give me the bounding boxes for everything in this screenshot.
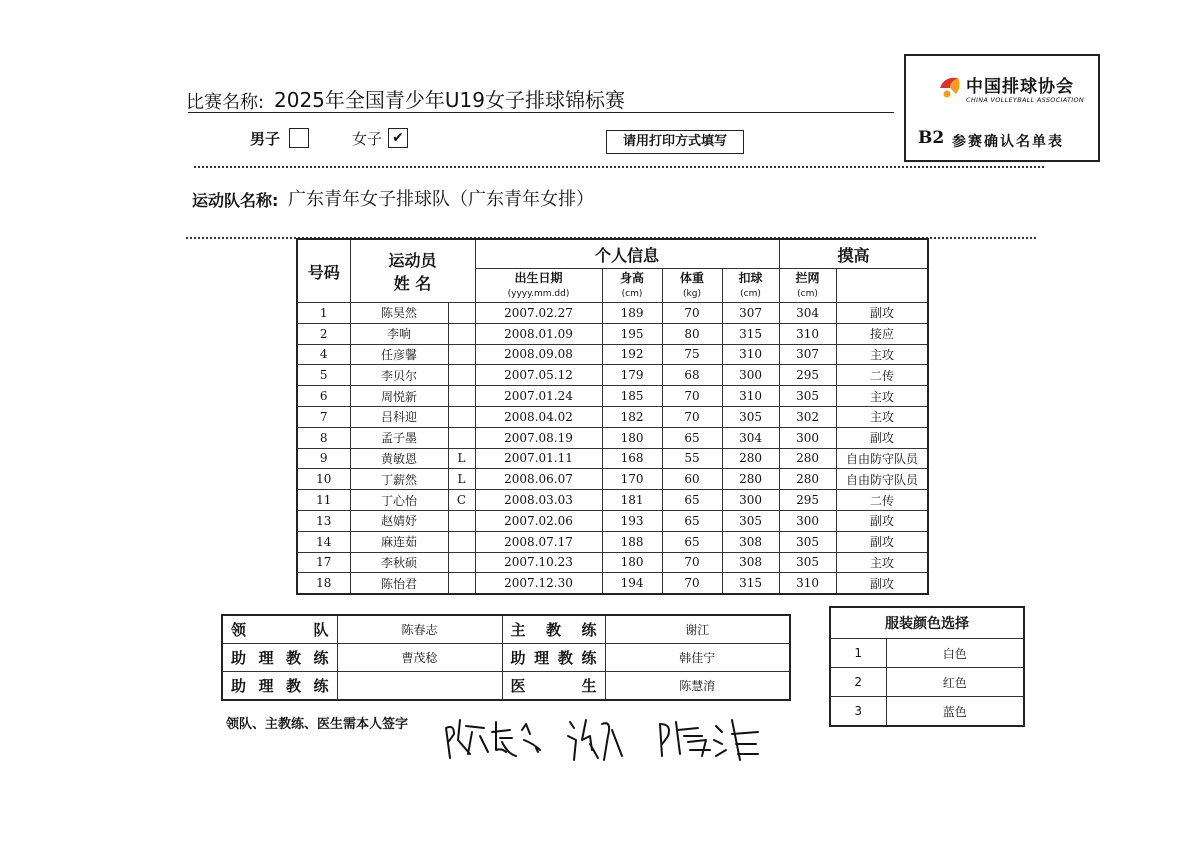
- cell-spike: 304: [722, 427, 779, 448]
- cell-name: 黄敏恩: [350, 448, 448, 469]
- cell-position: 副攻: [836, 427, 928, 448]
- cell-name: 赵婧妤: [350, 510, 448, 531]
- uniform-color-row: [830, 639, 1024, 668]
- cell-block: 300: [779, 510, 836, 531]
- cell-block: 305: [779, 552, 836, 573]
- cell-number: 5: [297, 365, 350, 386]
- cell-name: 李秋硕: [350, 552, 448, 573]
- cell-height: 193: [602, 510, 662, 531]
- cell-number: 4: [297, 344, 350, 365]
- male-option: [250, 128, 280, 149]
- cell-position: 自由防守队员: [836, 469, 928, 490]
- male-checkbox[interactable]: [289, 128, 309, 148]
- header-height-label: 身高: [620, 270, 645, 285]
- cell-block: 307: [779, 344, 836, 365]
- association-name-cn: 中国排球协会: [966, 77, 1074, 97]
- male-label: 男子: [250, 130, 281, 148]
- table-row: [297, 406, 928, 427]
- cell-weight: 70: [662, 573, 722, 594]
- header-height-unit: (cm): [621, 288, 643, 299]
- cell-birth: 2008.06.07: [475, 469, 602, 490]
- cell-height: 168: [602, 448, 662, 469]
- cell-name: 李贝尔: [350, 365, 448, 386]
- header-spike-unit: (cm): [740, 288, 761, 299]
- cell-weight: 60: [662, 469, 722, 490]
- color-number: 1: [830, 639, 886, 668]
- cell-birth: 2008.03.03: [475, 490, 602, 511]
- header-spike: [722, 269, 779, 303]
- handwritten-signatures: [440, 710, 770, 770]
- cell-number: 13: [297, 510, 350, 531]
- cell-position: 副攻: [836, 573, 928, 594]
- association-name-en: CHINA VOLLEYBALL ASSOCIATION: [966, 96, 1085, 104]
- cell-block: 300: [779, 427, 836, 448]
- cell-weight: 70: [662, 303, 722, 324]
- staff-name: 谢江: [605, 615, 790, 644]
- cell-weight: 68: [662, 365, 722, 386]
- cell-position: 主攻: [836, 552, 928, 573]
- roster-table: [296, 238, 929, 595]
- cell-flag: [448, 552, 475, 573]
- cell-block: 302: [779, 406, 836, 427]
- cell-height: 185: [602, 386, 662, 407]
- cell-birth: 2007.05.12: [475, 365, 602, 386]
- staff-name: [337, 672, 502, 701]
- staff-row: [222, 644, 790, 672]
- color-name: 蓝色: [886, 697, 1024, 727]
- cell-birth: 2008.01.09: [475, 323, 602, 344]
- cell-name: 吕科迎: [350, 406, 448, 427]
- staff-name: 陈春志: [337, 615, 502, 644]
- team-name: 广东青年女子排球队（广东青年女排）: [288, 189, 594, 210]
- cell-height: 180: [602, 552, 662, 573]
- header-height: [602, 269, 662, 303]
- cell-weight: 65: [662, 490, 722, 511]
- staff-role: 助理教练: [222, 644, 337, 672]
- cell-flag: [448, 323, 475, 344]
- cell-name: 麻连茹: [350, 531, 448, 552]
- staff-role: 助理教练: [222, 672, 337, 701]
- female-label: 女子: [352, 130, 383, 148]
- cell-name: 陈怡君: [350, 573, 448, 594]
- table-row: [297, 490, 928, 511]
- cell-flag: [448, 365, 475, 386]
- staff-role: 主教练: [502, 615, 605, 644]
- cell-spike: 310: [722, 344, 779, 365]
- header-weight-label: 体重: [680, 270, 705, 285]
- cell-flag: L: [448, 448, 475, 469]
- cell-number: 1: [297, 303, 350, 324]
- cell-height: 180: [602, 427, 662, 448]
- color-number: 2: [830, 668, 886, 697]
- header-spike-label: 扣球: [738, 270, 763, 285]
- cell-flag: L: [448, 469, 475, 490]
- cell-name: 丁心怡: [350, 490, 448, 511]
- cell-block: 310: [779, 323, 836, 344]
- cell-name: 丁薪然: [350, 469, 448, 490]
- cell-number: 14: [297, 531, 350, 552]
- header-weight-unit: (kg): [683, 288, 701, 299]
- cell-weight: 75: [662, 344, 722, 365]
- header-personal-info: 个人信息: [475, 239, 779, 269]
- cell-name: 任彦馨: [350, 344, 448, 365]
- female-checkbox[interactable]: ✔: [388, 128, 408, 148]
- form-code: B2: [918, 128, 945, 148]
- uniform-color-title: 服装颜色选择: [830, 607, 1024, 639]
- female-option: [352, 128, 382, 149]
- cell-weight: 70: [662, 552, 722, 573]
- cell-flag: [448, 573, 475, 594]
- cell-height: 188: [602, 531, 662, 552]
- cell-birth: 2007.02.27: [475, 303, 602, 324]
- cell-block: 295: [779, 365, 836, 386]
- cell-block: 280: [779, 448, 836, 469]
- cell-flag: C: [448, 490, 475, 511]
- header-weight: [662, 269, 722, 303]
- cell-spike: 308: [722, 531, 779, 552]
- volleyball-association-emblem-icon: [938, 74, 964, 100]
- cell-number: 18: [297, 573, 350, 594]
- cell-flag: [448, 531, 475, 552]
- staff-row: [222, 615, 790, 644]
- cell-number: 9: [297, 448, 350, 469]
- table-row: [297, 531, 928, 552]
- cell-name: 李响: [350, 323, 448, 344]
- cell-position: 副攻: [836, 303, 928, 324]
- cell-block: 304: [779, 303, 836, 324]
- staff-name: 韩佳宁: [605, 644, 790, 672]
- cell-spike: 280: [722, 448, 779, 469]
- table-row: [297, 303, 928, 324]
- competition-name: 2025年全国青少年U19女子排球锦标赛: [274, 88, 625, 112]
- table-row: [297, 365, 928, 386]
- print-instruction: 请用打印方式填写: [606, 130, 744, 154]
- cell-height: 170: [602, 469, 662, 490]
- header-number: 号码: [297, 239, 350, 303]
- cell-spike: 310: [722, 386, 779, 407]
- cell-height: 194: [602, 573, 662, 594]
- cell-position: 副攻: [836, 531, 928, 552]
- cell-block: 305: [779, 531, 836, 552]
- cell-flag: [448, 344, 475, 365]
- cell-number: 11: [297, 490, 350, 511]
- table-row: [297, 469, 928, 490]
- cell-number: 8: [297, 427, 350, 448]
- cell-position: 副攻: [836, 510, 928, 531]
- cell-spike: 305: [722, 510, 779, 531]
- cell-spike: 305: [722, 406, 779, 427]
- cell-number: 10: [297, 469, 350, 490]
- cell-spike: 307: [722, 303, 779, 324]
- cell-position: 接应: [836, 323, 928, 344]
- cell-spike: 300: [722, 490, 779, 511]
- cell-birth: 2007.10.23: [475, 552, 602, 573]
- header-block-label: 拦网: [795, 270, 820, 285]
- header-block-unit: (cm): [797, 288, 818, 299]
- cell-weight: 65: [662, 510, 722, 531]
- uniform-color-row: [830, 668, 1024, 697]
- cell-block: 280: [779, 469, 836, 490]
- color-name: 白色: [886, 639, 1024, 668]
- cell-birth: 2008.04.02: [475, 406, 602, 427]
- staff-table: [221, 614, 791, 701]
- cell-birth: 2008.07.17: [475, 531, 602, 552]
- cell-position: 二传: [836, 490, 928, 511]
- cell-height: 181: [602, 490, 662, 511]
- cell-height: 192: [602, 344, 662, 365]
- header-reach: 摸高: [779, 239, 928, 269]
- table-row: [297, 552, 928, 573]
- association-logo-box: [904, 54, 1100, 162]
- header-birth-date: [475, 269, 602, 303]
- table-row: [297, 510, 928, 531]
- cell-spike: 315: [722, 323, 779, 344]
- cell-position: 自由防守队员: [836, 448, 928, 469]
- cell-spike: 280: [722, 469, 779, 490]
- cell-height: 182: [602, 406, 662, 427]
- table-row: [297, 344, 928, 365]
- header-block: [779, 269, 836, 303]
- cell-number: 6: [297, 386, 350, 407]
- staff-role: 医生: [502, 672, 605, 701]
- cell-position: 二传: [836, 365, 928, 386]
- cell-name: 陈昊然: [350, 303, 448, 324]
- header-birth-label: 出生日期: [514, 270, 563, 285]
- cell-block: 305: [779, 386, 836, 407]
- table-row: [297, 573, 928, 594]
- roster-body: [297, 303, 928, 595]
- cell-flag: [448, 406, 475, 427]
- header-athlete-name: [350, 239, 475, 303]
- cell-birth: 2007.08.19: [475, 427, 602, 448]
- cell-weight: 55: [662, 448, 722, 469]
- dotted-divider: [194, 166, 1044, 168]
- staff-role: 助理教练: [502, 644, 605, 672]
- cell-number: 17: [297, 552, 350, 573]
- staff-role: 领队: [222, 615, 337, 644]
- table-row: [297, 386, 928, 407]
- signature-instruction: 领队、主教练、医生需本人签字: [226, 717, 409, 732]
- cell-spike: 315: [722, 573, 779, 594]
- team-label: 运动队名称:: [192, 191, 279, 210]
- cell-birth: 2007.01.11: [475, 448, 602, 469]
- cell-block: 295: [779, 490, 836, 511]
- header-birth-unit: (yyyy.mm.dd): [507, 288, 570, 299]
- uniform-color-row: [830, 697, 1024, 727]
- cell-flag: [448, 303, 475, 324]
- cell-number: 7: [297, 406, 350, 427]
- table-row: [297, 323, 928, 344]
- cell-height: 179: [602, 365, 662, 386]
- form-name: 参赛确认名单表: [952, 134, 1064, 150]
- cell-height: 189: [602, 303, 662, 324]
- cell-flag: [448, 427, 475, 448]
- cell-name: 孟子墨: [350, 427, 448, 448]
- table-row: [297, 427, 928, 448]
- cell-position: 主攻: [836, 344, 928, 365]
- header-athlete-line1: 运动员: [388, 251, 437, 270]
- uniform-color-table: [829, 606, 1025, 727]
- cell-weight: 80: [662, 323, 722, 344]
- cell-weight: 65: [662, 531, 722, 552]
- cell-position: 主攻: [836, 406, 928, 427]
- cell-block: 310: [779, 573, 836, 594]
- cell-birth: 2007.02.06: [475, 510, 602, 531]
- cell-weight: 70: [662, 406, 722, 427]
- cell-flag: [448, 510, 475, 531]
- cell-flag: [448, 386, 475, 407]
- cell-spike: 308: [722, 552, 779, 573]
- staff-name: 陈慧淯: [605, 672, 790, 701]
- competition-label: 比赛名称:: [186, 92, 265, 113]
- cell-birth: 2007.01.24: [475, 386, 602, 407]
- cell-height: 195: [602, 323, 662, 344]
- header-athlete-line2: 姓 名: [393, 274, 432, 293]
- color-number: 3: [830, 697, 886, 727]
- cell-spike: 300: [722, 365, 779, 386]
- staff-row: [222, 672, 790, 701]
- cell-weight: 65: [662, 427, 722, 448]
- cell-birth: 2007.12.30: [475, 573, 602, 594]
- cell-birth: 2008.09.08: [475, 344, 602, 365]
- color-name: 红色: [886, 668, 1024, 697]
- table-row: [297, 448, 928, 469]
- cell-weight: 70: [662, 386, 722, 407]
- staff-name: 曹茂稔: [337, 644, 502, 672]
- cell-position: 主攻: [836, 386, 928, 407]
- cell-name: 周悦新: [350, 386, 448, 407]
- cell-number: 2: [297, 323, 350, 344]
